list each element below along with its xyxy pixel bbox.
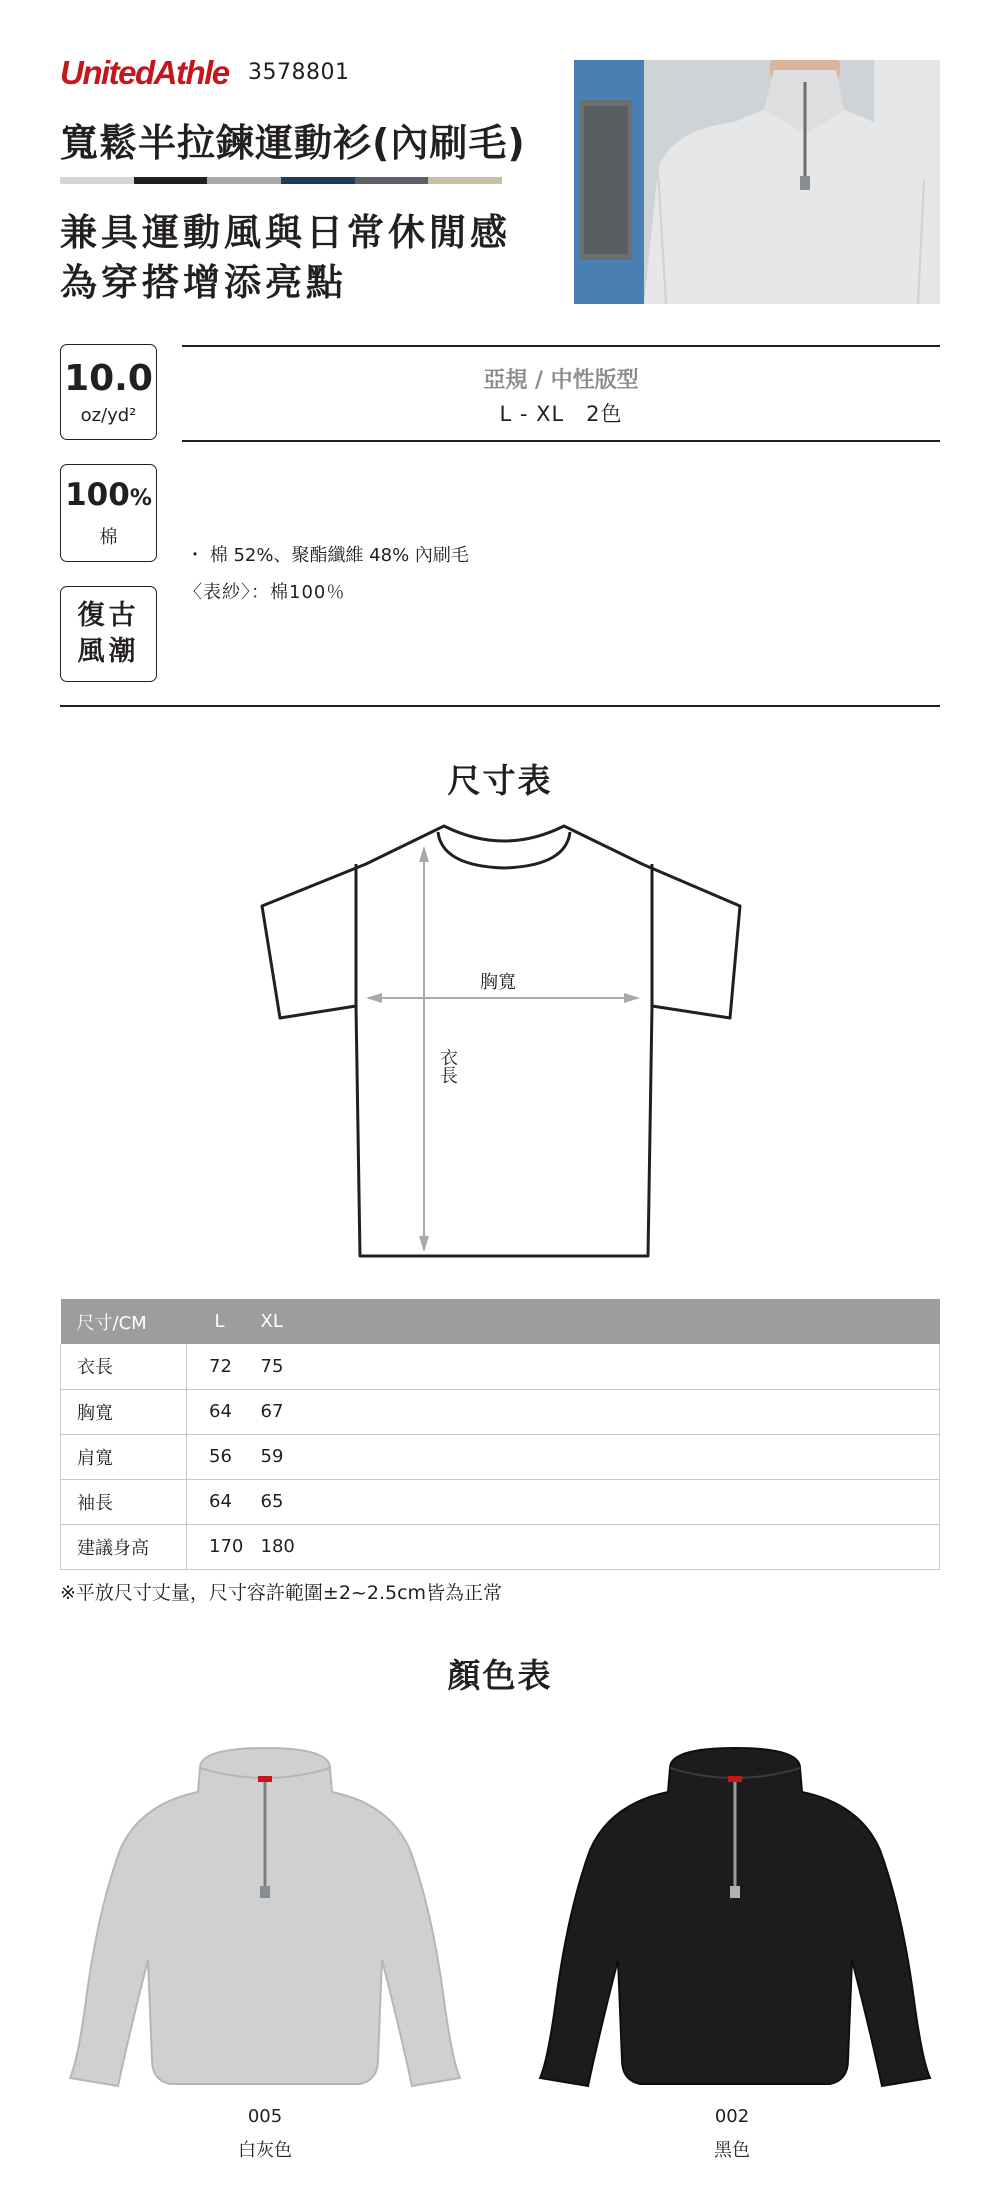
color-strip-segment: [428, 177, 502, 184]
size-table: [60, 1299, 940, 1570]
sweatshirt-white-gray-image: [60, 1740, 470, 2100]
color-chart-title: 顏色表: [447, 1656, 553, 1695]
brand-logo: UnitedAthle: [60, 54, 229, 91]
size-chart-title: 尺寸表: [447, 761, 553, 800]
sweatshirt-black-image: [530, 1740, 940, 2100]
color-strip-segment: [134, 177, 208, 184]
color-strip-segment: [60, 177, 134, 184]
cell-xl: 67: [261, 1389, 940, 1434]
swatch-code: 005: [247, 2106, 283, 2127]
table-row: [61, 1344, 940, 1389]
table-row: [61, 1524, 940, 1569]
product-code: 3578801: [248, 60, 350, 85]
cell-l: 64: [187, 1389, 261, 1434]
size-diagram: [258, 822, 748, 1266]
table-row: [61, 1479, 940, 1524]
product-title: 寬鬆半拉鍊運動衫(內刷毛): [60, 121, 526, 165]
divider: [60, 705, 940, 707]
fabric-weight-badge: [60, 344, 157, 440]
cell-l: 56: [187, 1434, 261, 1479]
divider: [182, 440, 940, 442]
row-label: 胸寬: [61, 1389, 187, 1434]
tagline: [60, 208, 511, 308]
swatch-black: [530, 1740, 940, 2104]
cell-l: 170: [187, 1524, 261, 1569]
retro-style-badge: [60, 586, 157, 682]
size-table-header: [61, 1299, 940, 1344]
table-row: [61, 1389, 940, 1434]
style-line-2: 風潮: [77, 636, 140, 667]
fabric-weight-unit: oz/yd²: [80, 404, 137, 426]
cotton-content-value: 100: [65, 477, 130, 513]
color-strip-segment: [281, 177, 355, 184]
table-row: [61, 1434, 940, 1479]
color-strip-segment: [355, 177, 429, 184]
header-cell: L: [187, 1299, 261, 1344]
cell-l: 72: [187, 1344, 261, 1389]
swatch-name: 黑色: [714, 2140, 750, 2161]
swatch-white-gray: [60, 1740, 470, 2104]
cotton-content-unit: %: [129, 486, 152, 511]
swatch-name: 白灰色: [238, 2140, 292, 2161]
yarn-composition: 〈表紗〉：棉100％: [184, 582, 346, 603]
cell-xl: 180: [261, 1524, 940, 1569]
header-cell: XL: [261, 1299, 940, 1344]
fit-label: 亞規 / 中性版型: [483, 368, 639, 393]
row-label: 肩寬: [61, 1434, 187, 1479]
cotton-content-badge: [60, 464, 157, 562]
cell-xl: 75: [261, 1344, 940, 1389]
color-strip-segment: [207, 177, 281, 184]
row-label: 袖長: [61, 1479, 187, 1524]
tagline-line-2: 為穿搭增添亮點: [60, 261, 347, 304]
tagline-line-1: 兼具運動風與日常休閒感: [60, 211, 511, 254]
divider: [182, 345, 940, 347]
shirt-outline: [262, 826, 740, 1256]
header-cell: 尺寸/CM: [61, 1299, 187, 1344]
size-range: L - XL 2色: [499, 402, 623, 426]
swatch-code: 002: [714, 2106, 750, 2127]
fabric-composition: ・ 棉 52%、聚酯纖維 48% 內刷毛: [186, 545, 469, 566]
cotton-content-label: 棉: [99, 527, 118, 548]
style-line-1: 復古: [77, 600, 140, 631]
row-label: 建議身高: [61, 1524, 187, 1569]
cell-xl: 59: [261, 1434, 940, 1479]
cell-xl: 65: [261, 1479, 940, 1524]
diagram-length-label: 衣長: [437, 1048, 458, 1084]
color-strip: [60, 177, 502, 184]
row-label: 衣長: [61, 1344, 187, 1389]
diagram-chest-label: 胸寬: [480, 972, 516, 993]
cell-l: 64: [187, 1479, 261, 1524]
size-note: ※平放尺寸丈量，尺寸容許範圍±2~2.5cm皆為正常: [60, 1582, 503, 1604]
hero-photo: [574, 60, 940, 304]
fabric-weight-value: 10.0: [64, 357, 153, 399]
